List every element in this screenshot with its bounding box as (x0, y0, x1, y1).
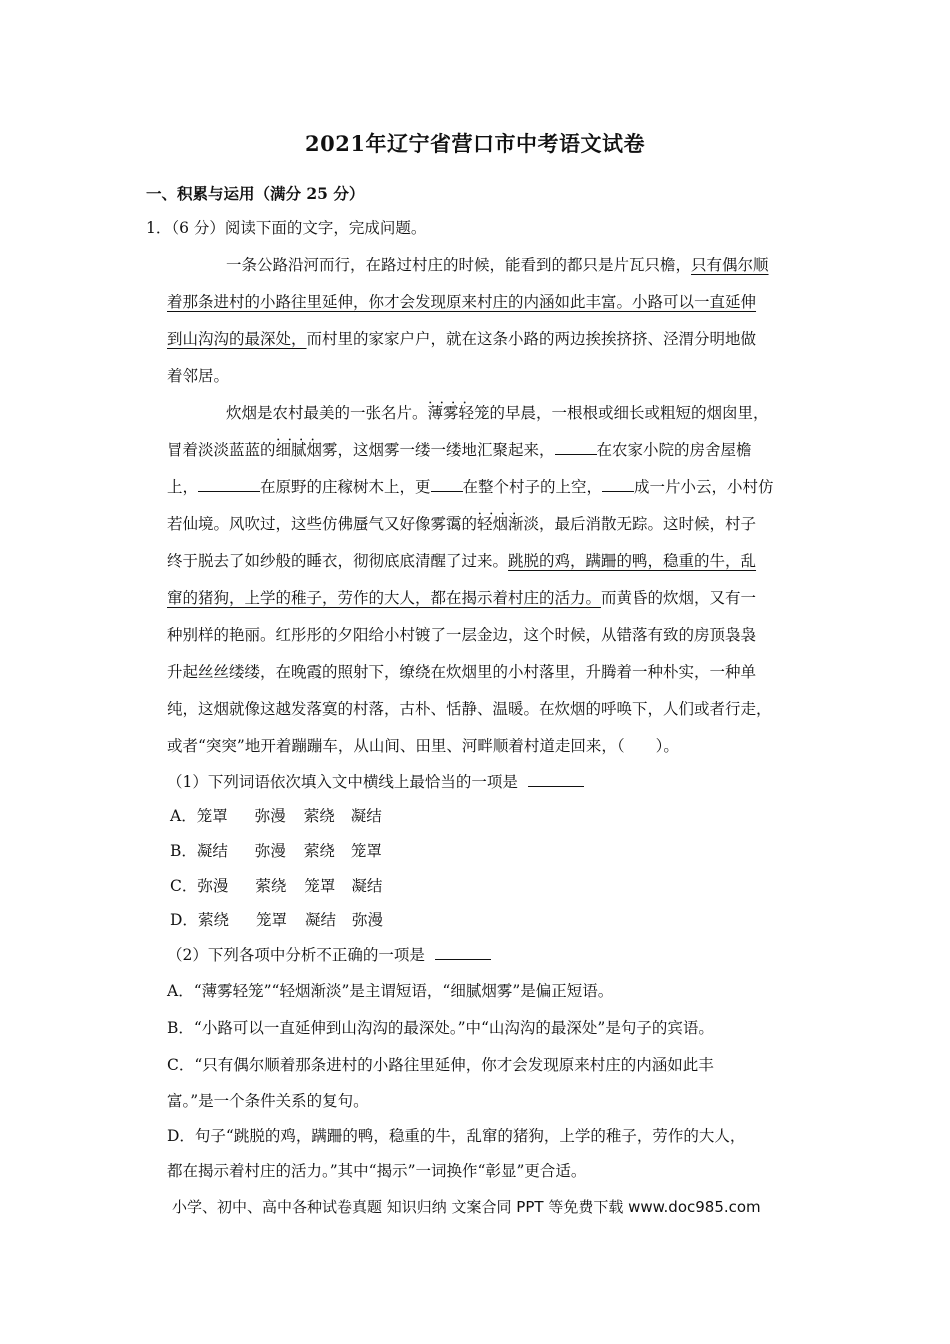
page-footer: 小学、初中、高中各种试卷真题 知识归纳 文案合同 PPT 等免费下载 www.doc985.com (172, 1198, 761, 1216)
underlined-sentence: 着那条进村的小路往里延伸，你才会发现原来村庄的内涵如此丰富。 (167, 293, 633, 311)
underlined-sentence: 小路可以一直延伸 (632, 293, 757, 311)
passage-line: 纯，这烟就像这越发落寞的村落，古朴、恬静、温暖。在炊烟的呼唤下，人们或者行走， (167, 700, 772, 718)
passage-line: 冒着淡淡蓝蓝的• • • • 细腻烟雾，这烟雾一缕一缕地汇聚起来， 在农家小院的房舍屋檐 (167, 440, 752, 460)
passage-line: 炊烟是农村最美的一张名片。• • • • 薄雾轻笼的早晨，一根根或细长或粗短的烟囱里， (226, 403, 769, 423)
sub-question-1: （1）下列词语依次填入文中横线上最恰当的一项是 (167, 772, 584, 792)
sub-question-2: （2）下列各项中分析不正确的一项是 (167, 945, 491, 965)
fill-blank[interactable] (431, 477, 463, 492)
fill-blank[interactable] (198, 477, 260, 492)
section-heading: 一、积累与运用（满分 25 分） (146, 184, 365, 203)
passage-line: 着邻居。 (167, 367, 230, 385)
emphasized-phrase: • • • • 轻烟渐淡 (477, 515, 539, 533)
underlined-sentence: 窜的猪狗，上学的稚子，劳作的大人，都在揭示着村庄的活力。 (167, 589, 602, 607)
fill-blank[interactable] (555, 440, 597, 455)
question-1-heading: 1．（6 分）阅读下面的文字，完成问题。 (146, 219, 427, 237)
passage-line: 窜的猪狗，上学的稚子，劳作的大人，都在揭示着村庄的活力。而黄昏的炊烟，又有一 (167, 589, 757, 607)
page-title: 2021年辽宁省营口市中考语文试卷 (305, 131, 645, 156)
option-c-continued: 富。”是一个条件关系的复句。 (167, 1092, 369, 1110)
passage-line: 终于脱去了如纱般的睡衣，彻彻底底清醒了过来。跳脱的鸡，蹒跚的鸭，稳重的牛，乱 (167, 552, 757, 570)
passage-line: 或者“突突”地开着蹦蹦车，从山间、田里、河畔顺着村道走回来，（ ）。 (167, 737, 679, 755)
option-c[interactable]: C．弥漫 萦绕 笼罩 凝结 (170, 877, 383, 895)
option-d-continued: 都在揭示着村庄的活力。”其中“揭示”一词换作“彰显”更合适。 (167, 1162, 587, 1180)
passage-line: 种别样的艳丽。红彤彤的夕阳给小村镀了一层金边，这个时候，从错落有致的房顶袅袅 (167, 626, 757, 644)
option-c[interactable]: C．“只有偶尔顺着那条进村的小路往里延伸，你才会发现原来村庄的内涵如此丰 (167, 1056, 714, 1074)
fill-blank[interactable] (602, 477, 634, 492)
answer-blank[interactable] (435, 945, 491, 960)
emphasized-phrase: • • • • 细腻烟雾 (276, 441, 338, 459)
passage-line (167, 292, 756, 312)
option-a[interactable]: A．笼罩 弥漫 萦绕 凝结 (170, 807, 382, 825)
underlined-sentence: 只有偶尔顺 (691, 256, 769, 274)
passage-line: 一条公路沿河而行，在路过村庄的时候，能看到的都只是片瓦只檐，只有偶尔顺 (226, 256, 769, 274)
option-a[interactable]: A．“薄雾轻笼”“轻烟渐淡”是主谓短语，“细腻烟雾”是偏正短语。 (167, 982, 614, 1000)
option-d[interactable]: D．句子“跳脱的鸡，蹒跚的鸭，稳重的牛，乱窜的猪狗，上学的稚子，劳作的大人， (167, 1127, 746, 1145)
option-b[interactable]: B．“小路可以一直延伸到山沟沟的最深处。”中“山沟沟的最深处”是句子的宾语。 (167, 1019, 714, 1037)
passage-line: 若仙境。风吹过，这些仿佛蜃气又好像雾霭的• • • • 轻烟渐淡，最后消散无踪。这时候，村子 (167, 514, 756, 534)
passage-line: 上， 在原野的庄稼树木上，更 在整个村子的上空， 成一片小云，小村仿 (167, 478, 774, 496)
emphasized-phrase: • • • • 薄雾轻笼 (428, 404, 490, 422)
underlined-sentence: 到山沟沟的最深处， (167, 330, 307, 348)
passage-line: 到山沟沟的最深处，而村里的家家户户，就在这条小路的两边挨挨挤挤、泾渭分明地做 (167, 330, 757, 348)
option-d[interactable]: D．萦绕 笼罩 凝结 弥漫 (170, 911, 383, 929)
option-b[interactable]: B．凝结 弥漫 萦绕 笼罩 (170, 842, 382, 860)
answer-blank[interactable] (528, 772, 584, 787)
passage-line: 升起丝丝缕缕，在晚霞的照射下，缭绕在炊烟里的小村落里，升腾着一种朴实，一种单 (167, 663, 757, 681)
underlined-sentence: 跳脱的鸡，蹒跚的鸭，稳重的牛，乱 (508, 552, 757, 570)
